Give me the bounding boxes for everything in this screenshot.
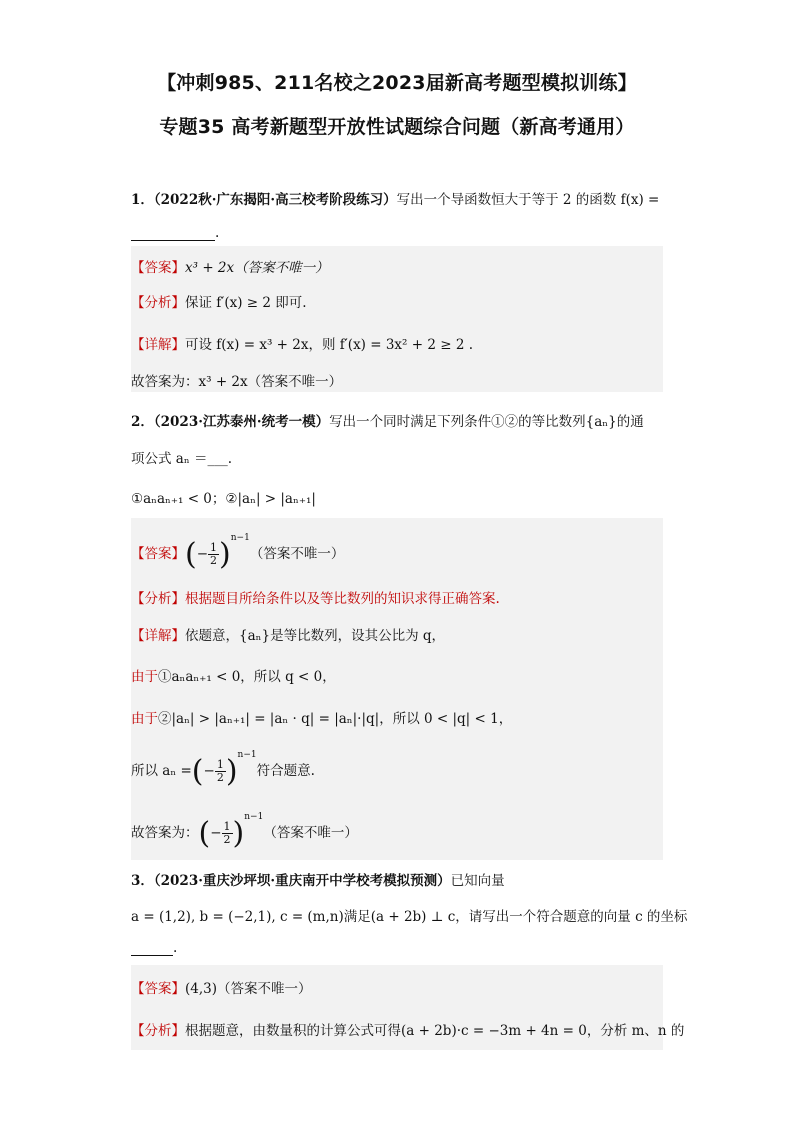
- q1-conclusion: 故答案为：x³ + 2x（答案不唯一）: [131, 374, 343, 390]
- q2-step-2: 由于②|aₙ| > |aₙ₊₁| = |aₙ · q| = |aₙ|·|q|，所以 0 < |q| < 1，: [131, 711, 513, 727]
- fraction: $\frac{1}{2}$: [223, 820, 231, 846]
- question-2: [131, 410, 644, 430]
- question-1-source: 1．（2022秋·广东揭阳·高三校考阶段练习）: [131, 192, 397, 208]
- answer-tag: 【答案】: [131, 981, 185, 997]
- question-2-source: 2．（2023·江苏泰州·统考一模）: [131, 414, 330, 430]
- analysis-text: 根据题目所给条件以及等比数列的知识求得正确答案.: [185, 591, 500, 607]
- answer-suffix: （答案不唯一）: [249, 546, 345, 562]
- detail-tag: 【详解】: [131, 337, 185, 353]
- answer-blank: [131, 942, 173, 956]
- question-2-text-2: 项公式 aₙ ＝___.: [131, 451, 233, 467]
- detail-text: 可设 f(x) = x³ + 2x，则 f′(x) = 3x² + 2 ≥ 2 .: [185, 337, 474, 353]
- q1-analysis: [131, 291, 307, 311]
- q2-conclusion: 故答案为：(− $\frac{1}{2}$ )$^{n-1}$（答案不唯一）: [131, 812, 358, 851]
- question-1-blank: .: [131, 225, 219, 241]
- q1-detail: [131, 333, 473, 353]
- question-3: [131, 869, 505, 889]
- answer-tag: 【答案】: [131, 260, 185, 276]
- answer-blank: [131, 227, 215, 241]
- document-title: 【冲刺985、211名校之2023届新高考题型模拟训练】: [157, 72, 637, 94]
- fraction: $\frac{1}{2}$: [210, 541, 218, 567]
- analysis-tag: 【分析】: [131, 295, 185, 311]
- question-3-source: 3．（2023·重庆沙坪坝·重庆南开中学校考模拟预测）: [131, 873, 451, 889]
- question-1-text: 写出一个导函数恒大于等于 2 的函数 f(x) =: [396, 192, 660, 208]
- analysis-tag: 【分析】: [131, 591, 185, 607]
- answer-tag: 【答案】: [131, 546, 185, 562]
- answer-text: (4,3)（答案不唯一）: [185, 981, 312, 997]
- q3-answer: [131, 977, 312, 997]
- question-2-conditions: ①aₙaₙ₊₁ < 0；②|aₙ| > |aₙ₊₁|: [131, 491, 316, 507]
- q2-answer: 【答案】(− $\frac{1}{2}$ )$^{n-1}$（答案不唯一）: [131, 533, 345, 572]
- q3-analysis: [131, 1019, 684, 1039]
- q1-answer: [131, 256, 329, 276]
- document-subtitle: 专题35 高考新题型开放性试题综合问题（新高考通用）: [159, 116, 635, 138]
- question-2-text: 写出一个同时满足下列条件①②的等比数列{aₙ}的通: [329, 414, 644, 430]
- q2-detail: [131, 624, 445, 644]
- analysis-text: 根据题意，由数量积的计算公式可得(a + 2b)·c = −3m + 4n = 0，分析 m、n 的: [185, 1023, 685, 1039]
- question-3-text-2: a = (1,2), b = (−2,1), c = (m,n)满足(a + 2b) ⊥ c，请写出一个符合题意的向量 c 的坐标: [131, 909, 688, 925]
- answer-text: x³ + 2x（答案不唯一）: [185, 260, 329, 276]
- question-3-blank: .: [131, 940, 177, 956]
- question-3-text: 已知向量: [450, 873, 505, 889]
- fraction: $\frac{1}{2}$: [216, 758, 224, 784]
- question-1: [131, 188, 659, 208]
- analysis-text: 保证 f′(x) ≥ 2 即可.: [185, 295, 307, 311]
- analysis-tag: 【分析】: [131, 1023, 185, 1039]
- q2-analysis: [131, 587, 500, 607]
- q2-step-3: 所以 aₙ =(− $\frac{1}{2}$ )$^{n-1}$符合题意.: [131, 750, 315, 789]
- detail-tag: 【详解】: [131, 628, 185, 644]
- q2-step-1: 由于①aₙaₙ₊₁ < 0，所以 q < 0，: [131, 669, 336, 685]
- detail-text: 依题意，{aₙ}是等比数列，设其公比为 q，: [185, 628, 445, 644]
